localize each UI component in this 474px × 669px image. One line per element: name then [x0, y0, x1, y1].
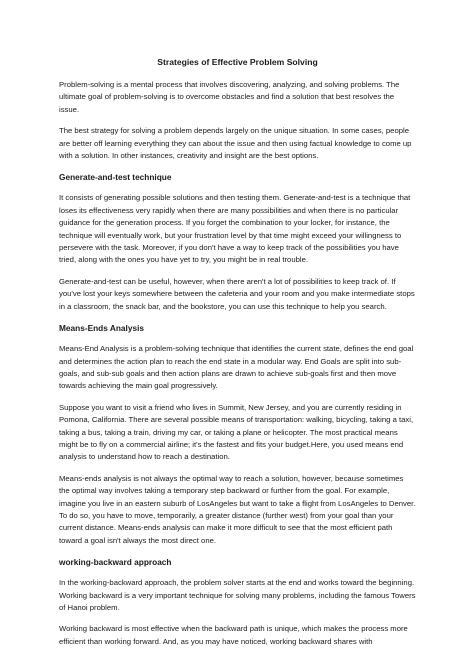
section-heading-generate-and-test: Generate-and-test technique: [59, 172, 172, 183]
working-backward-paragraph-1: In the working-backward approach, the problem solver starts at the end and works toward the beginning. Working backward is a very important technique for solving many problems, including the famous Towers of Hanoi problem.: [59, 578, 416, 612]
document-title: Strategies of Effective Problem Solving: [157, 57, 318, 67]
generate-and-test-paragraph-1: It consists of generating possible solutions and then testing them. Generate-and-test is a technique that loses its effectiveness very rapidly when there are many possibilities and when there is no particular guidance for the generation process. If you forget the combination to your locker, for instance, the technique will eventually work, but your frustration level by that time might exceed your willingness to persevere with the task. Moreover, if you don't have a way to keep track of the possibilities you have tried, along with the ones you have yet to try, you might be in real trouble.: [59, 193, 411, 265]
working-backward-paragraph-2: Working backward is most effective when the backward path is unique, which makes the process more efficient than working forward. And, as you may have noticed, working backward shares with: [59, 624, 408, 646]
means-ends-paragraph-2: Suppose you want to visit a friend who lives in Summit, New Jersey, and you are currently residing in Pomona, California. There are several possible means of transportation: walking, bicycling, taking a taxi, taking a bus, taking a train, driving my car, or taking a plane or helicopter. The most practical means might be to fly on a commercial airline; it's the fastest and fits your budget.Here, you used means end analysis to understand how to reach a destination.: [59, 402, 414, 462]
section-heading-working-backward: working-backward approach: [59, 557, 172, 568]
intro-paragraph-2: The best strategy for solving a problem depends largely on the unique situation. In some cases, people are better off learning everything they can about the issue and then using factual knowledge to come up with a solution. In other instances, creativity and insight are the best options.: [59, 126, 412, 161]
intro-paragraph-1: Problem-solving is a mental process that involves discovering, analyzing, and solving problems. The ultimate goal of problem-solving is to overcome obstacles and find a solution that best resolves the issue.: [59, 80, 400, 114]
section-heading-means-ends: Means-Ends Analysis: [59, 323, 144, 334]
means-ends-paragraph-3: Means-ends analysis is not always the optimal way to reach a solution, however, because sometimes the optimal way involves taking a temporary step backward or further from the goal. For example, imagine you live in an eastern suburb of LosAngeles but want to take a flight from LosAngeles to Denver. To do so, you have to move, temporarily, a greater distance (further west) from your goal than your current distance. Means-ends analysis can make it more difficult to see that the most efficient path toward a goal isn't always the most direct one.: [59, 473, 416, 545]
means-ends-paragraph-1: Means-End Analysis is a problem-solving technique that identifies the current state, defines the end goal and determines the action plan to reach the end state in a modular way. End Goals are split into sub-goals, and sub-sub goals and then action plans are drawn to achieve sub-goals first and then move towards achieving the main goal progressively.: [59, 344, 414, 391]
generate-and-test-paragraph-2: Generate-and-test can be useful, however, when there aren't a lot of possibilities to keep track of. If you've lost your keys somewhere between the cafeteria and your room and you make intermediate stops in a classroom, the snack bar, and the bookstore, you can use this technique to help you search.: [59, 276, 415, 311]
